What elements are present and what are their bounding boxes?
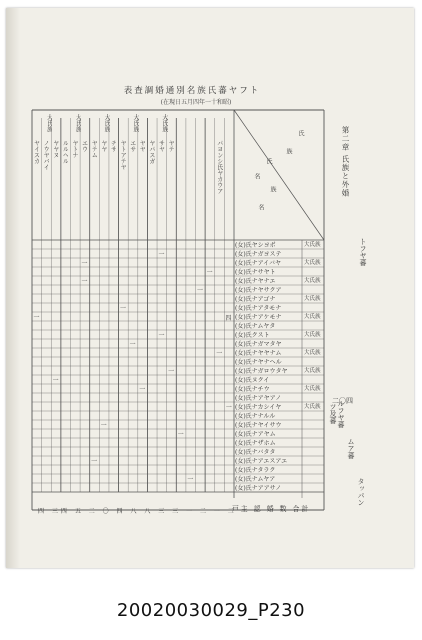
column-name: ヤテ — [167, 140, 175, 152]
table-mark: 一 — [196, 287, 203, 295]
column-group-label: 大氏族 — [103, 114, 111, 132]
table-mark: 一 — [177, 431, 184, 439]
row-label: (女)氏ナザホム — [235, 439, 276, 447]
row-group-label: 大氏族 — [304, 259, 321, 266]
row-label: (女)氏ナヤイサウ — [235, 421, 282, 429]
row-group-label: 大氏族 — [304, 349, 321, 356]
column-name: チサ — [109, 140, 117, 152]
table-mark: 一 — [91, 458, 98, 466]
image-caption: 20020030029_P230 — [116, 600, 306, 621]
table-mark: 一 — [100, 422, 107, 430]
header-diagonal-label: 名 — [257, 204, 264, 210]
table-mark: 一 — [81, 260, 88, 268]
header-diagonal-label: 氏 — [265, 158, 272, 164]
table-mark: 一 — [225, 404, 232, 412]
column-name: ヤトナ — [70, 140, 78, 158]
row-label: (女)氏ナチウ — [235, 385, 270, 393]
table-mark: 一 — [129, 341, 136, 349]
row-label: (女)氏ナナルル — [235, 412, 276, 420]
row-group-label: 大氏族 — [304, 403, 321, 410]
column-name: ヤパスガ — [147, 140, 155, 164]
row-group-label: 大氏族 — [304, 277, 321, 284]
table-mark: 一 — [216, 350, 223, 358]
table-mark: 一 — [158, 251, 165, 259]
row-label: (女)氏ナアゴナ — [235, 295, 276, 303]
column-name: ルルヘル — [61, 140, 69, 164]
row-label: (女)氏ナタラク — [235, 466, 276, 474]
column-name: ノウヤバイ — [42, 140, 50, 170]
row-label: (女)氏ナアヤム — [235, 430, 276, 438]
row-group-label: 大氏族 — [304, 385, 321, 392]
column-group-label: 大氏族 — [74, 114, 82, 132]
row-label: (女)氏ナサヤト — [235, 268, 276, 276]
table-mark: 一 — [206, 269, 213, 277]
row-label: (女)氏ナカシイヤ — [235, 403, 282, 411]
header-diagonal-label: 名 — [253, 173, 260, 179]
column-name: ヤイスカ — [32, 140, 40, 164]
first-column-label: パヨンシ氏ヤカウア — [215, 140, 223, 194]
table-mark: 一 — [120, 305, 127, 313]
page-number: 二〇四 — [332, 397, 353, 405]
header-diagonal-label: 氏 — [297, 130, 304, 136]
row-label: (女)氏ナアイバヤ — [235, 259, 282, 267]
header-diagonal-label: 族 — [285, 148, 292, 154]
row-group-label: 大氏族 — [304, 295, 321, 302]
row-label: (女)氏ナアケモナ — [235, 313, 282, 321]
row-label: (女)氏ヤシヨポ — [235, 241, 276, 249]
page-subtitle: (在現日五月四年一十和昭) — [160, 99, 232, 106]
column-group-label: 大氏族 — [160, 114, 168, 132]
page-title: 表査調婚通別名族氏蕃ヤフト — [123, 86, 261, 96]
table-mark: 一 — [81, 278, 88, 286]
row-label: (女)氏ナムヤア — [235, 475, 276, 483]
side-annotation: ツ及蕃 — [329, 403, 337, 424]
column-name: エウ — [80, 140, 88, 152]
side-annotation: ルフヤ蕃 — [337, 400, 345, 428]
footer-values: 四 三四 五 二 〇 四 八 八 三 三 一 二 一 二 — [38, 508, 237, 515]
side-annotation: タッパン — [357, 478, 365, 506]
footer-label: 戸主 認 婚 数 合計 — [232, 505, 311, 513]
row-label: (女)氏ナガヨステ — [235, 250, 282, 258]
table-grid — [6, 8, 414, 568]
row-group-label: 大氏族 — [304, 313, 321, 320]
column-name: ヤヤヌ — [51, 140, 59, 158]
column-name: ヤテム — [90, 140, 98, 158]
row-label: (女)氏ナアアサノ — [235, 484, 282, 492]
row-label: (女)氏ナヤナヘル — [235, 358, 282, 366]
table-mark: 一 — [158, 332, 165, 340]
row-label: (女)氏ナヤサクア — [235, 286, 282, 294]
column-name: ヤヤ — [138, 140, 146, 152]
scanned-page — [6, 8, 414, 568]
table-mark: 一 — [168, 368, 175, 376]
row-label: (女)氏ナヤヤナム — [235, 349, 282, 357]
row-label: (女)氏ナヤナエ — [235, 277, 276, 285]
row-label: (女)氏ヌクイ — [235, 376, 270, 384]
table-letter: 四 — [225, 315, 232, 322]
header-diagonal-label: 族 — [269, 186, 276, 192]
row-label: (女)氏ナムヤタ — [235, 322, 276, 330]
table-mark: 一 — [33, 314, 40, 322]
row-label: (女)氏ナアヤアノ — [235, 394, 282, 402]
row-label: (女)氏ナアエスアエ — [235, 457, 288, 465]
row-group-label: 大氏族 — [304, 367, 321, 374]
column-group-label: 大氏族 — [45, 114, 53, 132]
row-label: (女)氏クスト — [235, 331, 270, 339]
table-mark: 一 — [52, 377, 59, 385]
table-mark: 一 — [187, 476, 194, 484]
row-group-label: 大氏族 — [304, 241, 321, 248]
table-mark: 一 — [139, 386, 146, 394]
side-annotation: ムア蕃 — [347, 438, 355, 459]
row-label: (女)氏ナバタタ — [235, 448, 276, 456]
chapter-title: 第二章 氏族と外婚 — [341, 126, 350, 198]
row-label: (女)氏ナアタモナ — [235, 304, 282, 312]
side-annotation: トフヤ蕃 — [359, 238, 367, 266]
column-name: サヤ — [157, 140, 165, 152]
row-label: (女)氏ナガロウタヤ — [235, 367, 288, 375]
column-group-label: 大氏族 — [132, 114, 140, 132]
row-label: (女)氏ナガマタヤ — [235, 340, 282, 348]
column-name: エサ — [128, 140, 136, 152]
column-name: ヤヤ — [99, 140, 107, 152]
column-name: ヤトアテヤ — [119, 140, 127, 170]
row-group-label: 大氏族 — [304, 331, 321, 338]
